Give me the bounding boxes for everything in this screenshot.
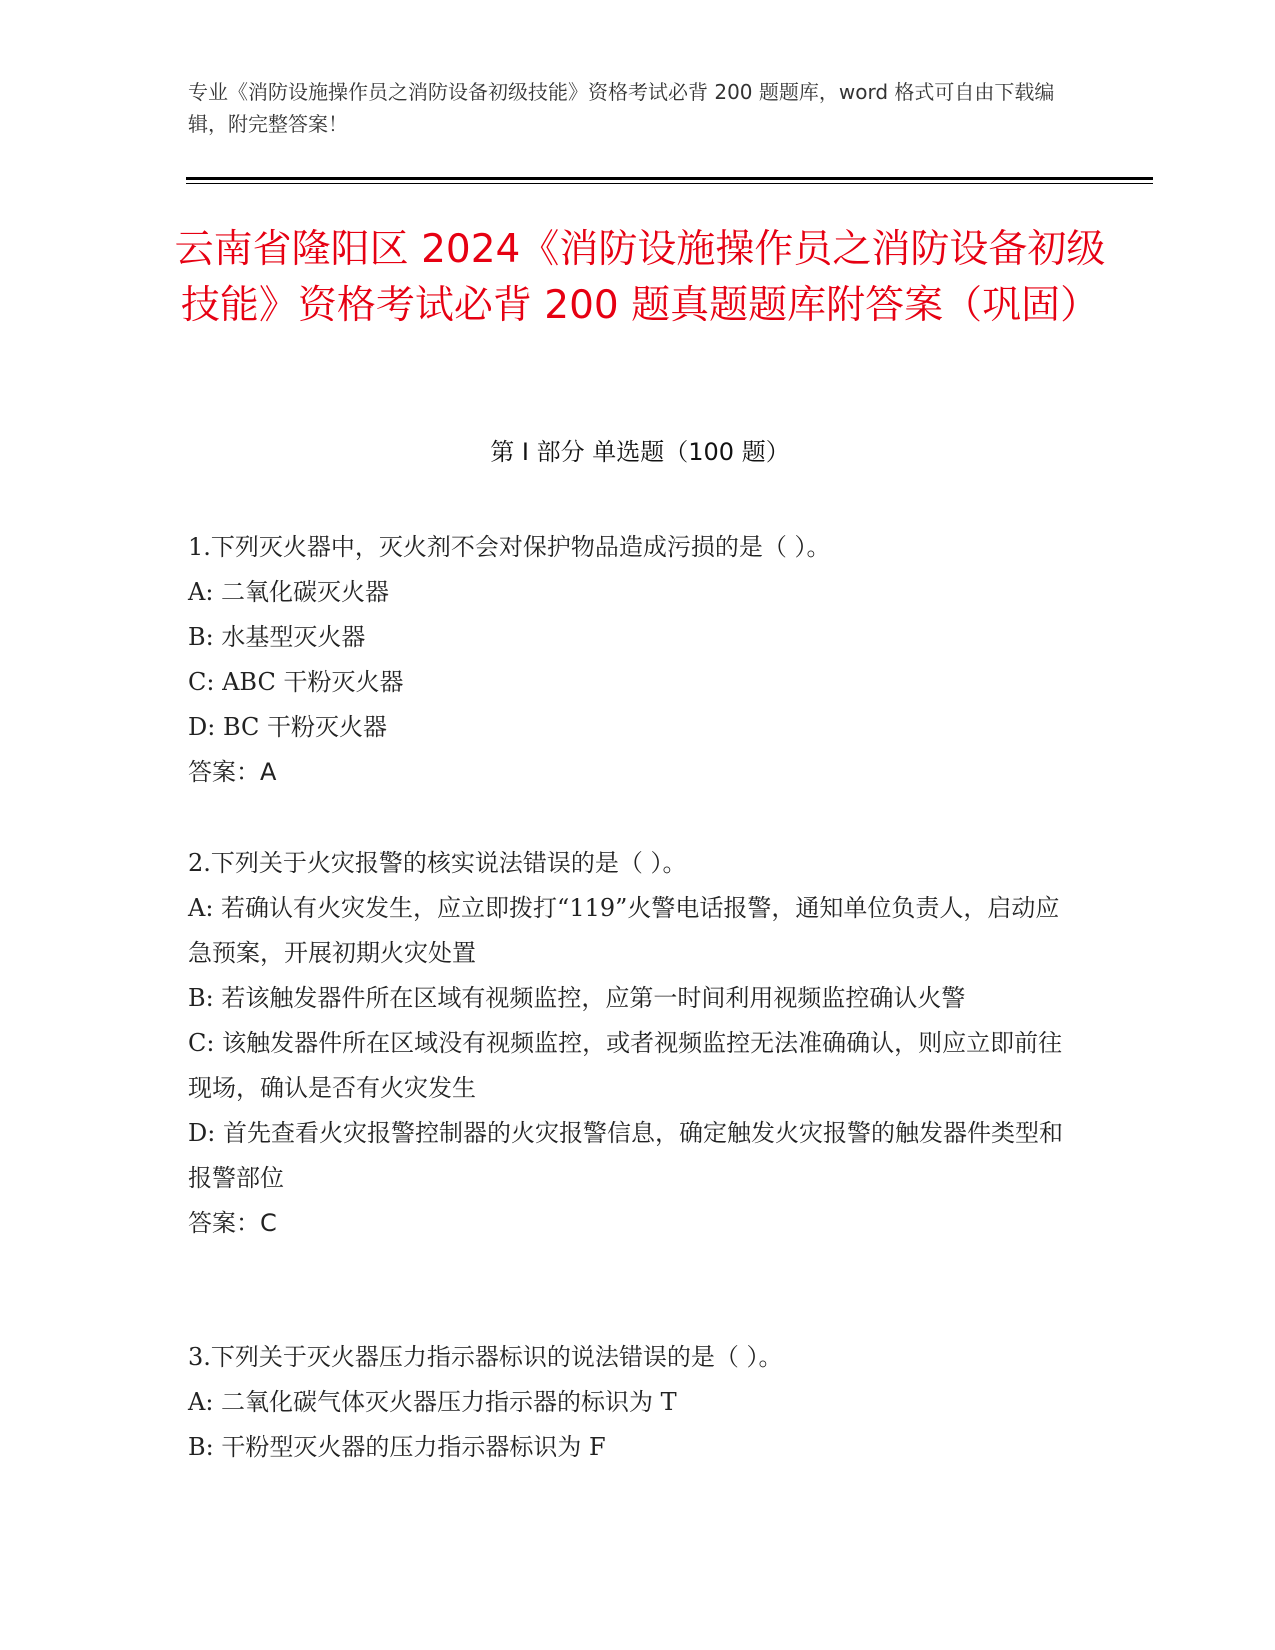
answer: 答案：C xyxy=(188,1209,277,1237)
question-1 xyxy=(188,525,1068,795)
option-a: A: 二氧化碳灭火器 xyxy=(188,578,390,606)
option-c: C: ABC 干粉灭火器 xyxy=(188,668,404,696)
question-stem: 2.下列关于火灾报警的核实说法错误的是（ ）。 xyxy=(188,849,687,877)
option-d: D: 首先查看火灾报警控制器的火灾报警信息，确定触发火灾报警的触发器件类型和报警部位 xyxy=(188,1119,1063,1192)
document-title: 云南省隆阳区 2024《消防设施操作员之消防设备初级技能》资格考试必背 200 题真题题库附答案（巩固） xyxy=(174,227,1106,328)
question-stem: 3.下列关于灭火器压力指示器标识的说法错误的是（ ）。 xyxy=(188,1343,783,1371)
option-a: A: 二氧化碳气体灭火器压力指示器的标识为 T xyxy=(188,1388,677,1416)
option-d: D: BC 干粉灭火器 xyxy=(188,713,388,741)
question-3 xyxy=(188,1335,1068,1470)
section-heading: 第 I 部分 单选题（100 题） xyxy=(490,438,790,466)
option-a: A: 若确认有火灾发生，应立即拨打“119”火警电话报警，通知单位负责人，启动应急预案，开展初期火灾处置 xyxy=(188,894,1060,967)
question-stem: 1.下列灭火器中，灭火剂不会对保护物品造成污损的是（ ）。 xyxy=(188,533,831,561)
answer: 答案：A xyxy=(188,758,277,786)
option-b: B: 干粉型灭火器的压力指示器标识为 F xyxy=(188,1433,606,1461)
option-b: B: 若该触发器件所在区域有视频监控，应第一时间利用视频监控确认火警 xyxy=(188,984,966,1012)
header-note: 专业《消防设施操作员之消防设备初级技能》资格考试必背 200 题题库，word 格式可自由下载编辑，附完整答案！ xyxy=(188,80,1055,136)
header-divider-thin xyxy=(186,183,1153,184)
option-c: C: 该触发器件所在区域没有视频监控，或者视频监控无法准确确认，则应立即前往现场，确认是否有火灾发生 xyxy=(188,1029,1063,1102)
question-2 xyxy=(188,841,1068,1246)
option-b: B: 水基型灭火器 xyxy=(188,623,366,651)
header-divider-thick xyxy=(186,177,1153,180)
